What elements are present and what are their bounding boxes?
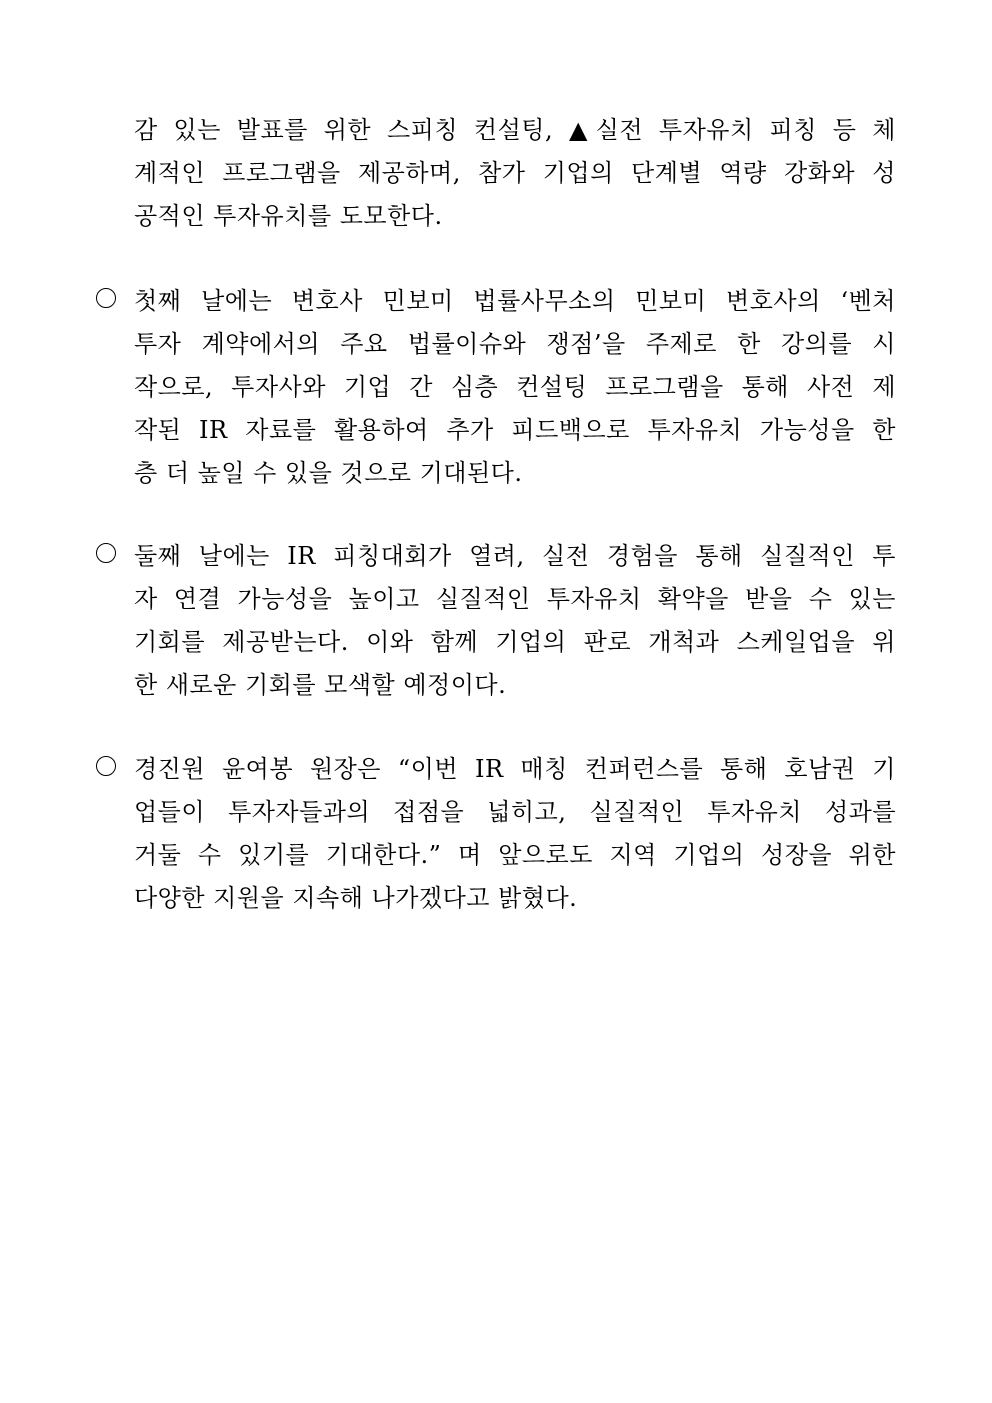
text-line: 공적인 투자유치를 도모한다. xyxy=(134,202,443,230)
text-line: 감 있는 발표를 위한 스피칭 컨설팅, ▲실전 투자유치 피칭 등 체 xyxy=(134,116,896,144)
text-line: 투자 계약에서의 주요 법률이슈와 쟁점’을 주제로 한 강의를 시 xyxy=(134,330,896,358)
circle-bullet-icon xyxy=(96,288,116,308)
text-line: 거둘 수 있기를 기대한다.” 며 앞으로도 지역 기업의 성장을 위한 xyxy=(134,841,896,869)
text-line: 업들이 투자자들과의 접점을 넓히고, 실질적인 투자유치 성과를 xyxy=(134,798,896,826)
text-line: 경진원 윤여봉 원장은 “이번 IR 매칭 컨퍼런스를 통해 호남권 기 xyxy=(134,755,896,783)
text-line: 층 더 높일 수 있을 것으로 기대된다. xyxy=(134,459,523,487)
text-line: 다양한 지원을 지속해 나가겠다고 밝혔다. xyxy=(134,884,578,912)
text-line: 작된 IR 자료를 활용하여 추가 피드백으로 투자유치 가능성을 한 xyxy=(134,416,896,444)
text-line: 자 연결 가능성을 높이고 실질적인 투자유치 확약을 받을 수 있는 xyxy=(134,585,896,613)
circle-bullet-icon xyxy=(96,756,116,776)
text-line: 첫째 날에는 변호사 민보미 법률사무소의 민보미 변호사의 ‘벤처 xyxy=(134,287,896,315)
text-line: 기회를 제공받는다. 이와 함께 기업의 판로 개척과 스케일업을 위 xyxy=(134,628,896,656)
text-line: 둘째 날에는 IR 피칭대회가 열려, 실전 경험을 통해 실질적인 투 xyxy=(134,542,896,570)
circle-bullet-icon xyxy=(96,543,116,563)
text-line: 계적인 프로그램을 제공하며, 참가 기업의 단계별 역량 강화와 성 xyxy=(134,159,896,187)
text-line: 작으로, 투자사와 기업 간 심층 컨설팅 프로그램을 통해 사전 제 xyxy=(134,373,896,401)
text-line: 한 새로운 기회를 모색할 예정이다. xyxy=(134,671,507,699)
